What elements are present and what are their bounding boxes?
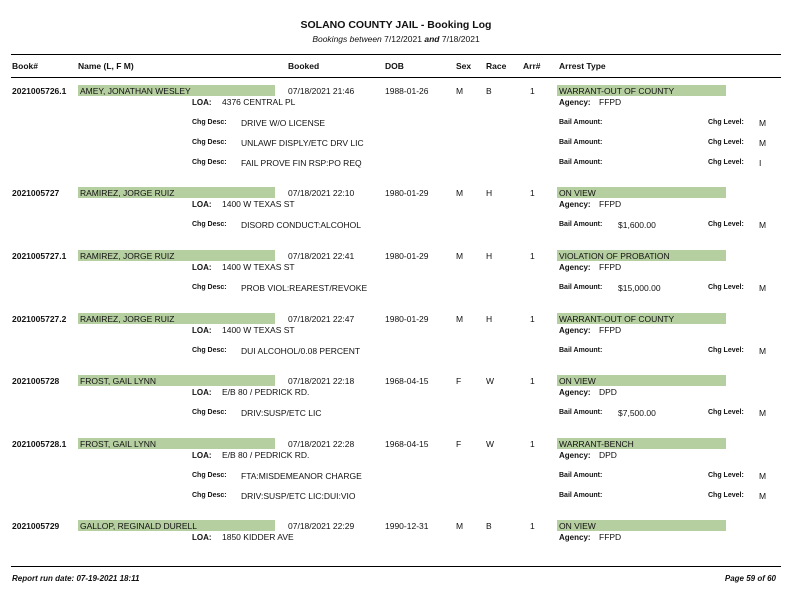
- agency-value: FFPD: [599, 97, 622, 107]
- date-of-birth: 1980-01-29: [385, 251, 429, 261]
- chg-level-value: M: [759, 118, 767, 128]
- booked-datetime: 07/18/2021 22:41: [288, 251, 355, 261]
- booking-record: [0, 520, 792, 580]
- inmate-name: FROST, GAIL LYNN: [80, 439, 157, 449]
- agency-value: DPD: [599, 387, 617, 397]
- date-of-birth: 1980-01-29: [385, 188, 429, 198]
- bail-label: Bail Amount:: [559, 472, 603, 479]
- booked-datetime: 07/18/2021 22:29: [288, 521, 355, 531]
- agency-label: Agency:: [559, 98, 591, 107]
- col-dob: DOB: [385, 61, 404, 71]
- loa-value: 1400 W TEXAS ST: [222, 262, 295, 272]
- arrest-count: 1: [530, 86, 535, 96]
- date-of-birth: 1988-01-26: [385, 86, 429, 96]
- book-number: 2021005727.2: [12, 314, 67, 324]
- bail-value: $7,500.00: [618, 408, 656, 418]
- arrest-type: ON VIEW: [559, 188, 596, 198]
- inmate-name: RAMIREZ, JORGE RUIZ: [80, 188, 175, 198]
- bail-label: Bail Amount:: [559, 119, 603, 126]
- agency-value: FFPD: [599, 199, 622, 209]
- chg-level-label: Chg Level:: [708, 119, 744, 126]
- race-value: B: [486, 86, 492, 96]
- col-race: Race: [486, 61, 507, 71]
- chg-desc-value: DRIVE W/O LICENSE: [241, 118, 326, 128]
- inmate-name: FROST, GAIL LYNN: [80, 376, 157, 386]
- sex-value: M: [456, 251, 464, 261]
- inmate-name: RAMIREZ, JORGE RUIZ: [80, 251, 175, 261]
- arrest-count: 1: [530, 251, 535, 261]
- agency-label: Agency:: [559, 263, 591, 272]
- inmate-name: RAMIREZ, JORGE RUIZ: [80, 314, 175, 324]
- chg-desc-label: Chg Desc:: [192, 347, 227, 354]
- loa-value: 1850 KIDDER AVE: [222, 532, 294, 542]
- booking-record: [0, 187, 792, 247]
- chg-level-label: Chg Level:: [708, 221, 744, 228]
- bail-label: Bail Amount:: [559, 409, 603, 416]
- booked-datetime: 07/18/2021 22:47: [288, 314, 355, 324]
- date-of-birth: 1990-12-31: [385, 521, 429, 531]
- race-value: H: [486, 251, 493, 261]
- arrest-count: 1: [530, 439, 535, 449]
- chg-level-label: Chg Level:: [708, 347, 744, 354]
- chg-desc-label: Chg Desc:: [192, 472, 227, 479]
- chg-desc-value: FAIL PROVE FIN RSP:PO REQ: [241, 158, 362, 168]
- chg-desc-label: Chg Desc:: [192, 221, 227, 228]
- book-number: 2021005729: [12, 521, 60, 531]
- chg-level-value: M: [759, 346, 767, 356]
- loa-label: LOA:: [192, 326, 212, 335]
- report-run-date: Report run date: 07-19-2021 18:11: [12, 574, 140, 583]
- chg-level-label: Chg Level:: [708, 139, 744, 146]
- arrest-count: 1: [530, 521, 535, 531]
- race-value: H: [486, 314, 493, 324]
- bail-label: Bail Amount:: [559, 221, 603, 228]
- chg-desc-label: Chg Desc:: [192, 119, 227, 126]
- booking-record: [0, 438, 792, 501]
- col-sex: Sex: [456, 61, 472, 71]
- chg-desc-value: DRIV:SUSP/ETC LIC: [241, 408, 322, 418]
- sex-value: M: [456, 188, 464, 198]
- book-number: 2021005727.1: [12, 251, 67, 261]
- chg-level-label: Chg Level:: [708, 492, 744, 499]
- top-rule: [11, 54, 781, 55]
- book-number: 2021005726.1: [12, 86, 67, 96]
- bail-label: Bail Amount:: [559, 347, 603, 354]
- chg-level-value: M: [759, 220, 767, 230]
- booking-record: [0, 313, 792, 373]
- loa-label: LOA:: [192, 263, 212, 272]
- agency-value: FFPD: [599, 325, 622, 335]
- col-booked: Booked: [288, 61, 320, 71]
- race-value: H: [486, 188, 493, 198]
- agency-value: FFPD: [599, 532, 622, 542]
- loa-value: E/B 80 / PEDRICK RD.: [222, 387, 310, 397]
- chg-level-value: M: [759, 283, 767, 293]
- arrest-count: 1: [530, 188, 535, 198]
- footer-rule: [11, 566, 781, 567]
- report-subtitle: [0, 34, 792, 44]
- chg-level-label: Chg Level:: [708, 284, 744, 291]
- agency-label: Agency:: [559, 451, 591, 460]
- loa-label: LOA:: [192, 388, 212, 397]
- sex-value: F: [456, 439, 462, 449]
- chg-desc-label: Chg Desc:: [192, 409, 227, 416]
- date-of-birth: 1980-01-29: [385, 314, 429, 324]
- race-value: B: [486, 521, 492, 531]
- book-number: 2021005727: [12, 188, 60, 198]
- chg-level-label: Chg Level:: [708, 409, 744, 416]
- chg-level-label: Chg Level:: [708, 472, 744, 479]
- loa-value: 1400 W TEXAS ST: [222, 199, 295, 209]
- agency-value: DPD: [599, 450, 617, 460]
- date-to: 7/18/2021: [441, 34, 480, 44]
- booking-record: [0, 375, 792, 435]
- chg-level-label: Chg Level:: [708, 159, 744, 166]
- booking-record: [0, 250, 792, 310]
- bail-label: Bail Amount:: [559, 159, 603, 166]
- loa-label: LOA:: [192, 533, 212, 542]
- sex-value: M: [456, 86, 464, 96]
- loa-label: LOA:: [192, 98, 212, 107]
- race-value: W: [486, 376, 495, 386]
- bail-value: $1,600.00: [618, 220, 656, 230]
- bail-label: Bail Amount:: [559, 139, 603, 146]
- col-arr: Arr#: [523, 61, 541, 71]
- chg-desc-label: Chg Desc:: [192, 159, 227, 166]
- chg-desc-label: Chg Desc:: [192, 139, 227, 146]
- arrest-count: 1: [530, 314, 535, 324]
- booked-datetime: 07/18/2021 22:28: [288, 439, 355, 449]
- arrest-type: ON VIEW: [559, 376, 596, 386]
- booking-record: [0, 85, 792, 168]
- inmate-name: GALLOP, REGINALD DURELL: [80, 521, 197, 531]
- chg-desc-value: PROB VIOL:REAREST/REVOKE: [241, 283, 368, 293]
- col-arrest-type: Arrest Type: [559, 61, 606, 71]
- arrest-type: ON VIEW: [559, 521, 596, 531]
- date-of-birth: 1968-04-15: [385, 439, 429, 449]
- arrest-type: WARRANT-OUT OF COUNTY: [559, 314, 675, 324]
- chg-desc-label: Chg Desc:: [192, 284, 227, 291]
- loa-label: LOA:: [192, 451, 212, 460]
- loa-value: 4376 CENTRAL PL: [222, 97, 296, 107]
- booked-datetime: 07/18/2021 22:10: [288, 188, 355, 198]
- sex-value: F: [456, 376, 462, 386]
- date-from: 7/12/2021: [384, 34, 422, 44]
- chg-desc-label: Chg Desc:: [192, 492, 227, 499]
- col-book: Book#: [12, 61, 38, 71]
- bail-label: Bail Amount:: [559, 284, 603, 291]
- book-number: 2021005728: [12, 376, 60, 386]
- loa-value: E/B 80 / PEDRICK RD.: [222, 450, 310, 460]
- agency-label: Agency:: [559, 200, 591, 209]
- chg-desc-value: DISORD CONDUCT:ALCOHOL: [241, 220, 361, 230]
- agency-label: Agency:: [559, 533, 591, 542]
- booked-datetime: 07/18/2021 22:18: [288, 376, 355, 386]
- chg-desc-value: UNLAWF DISPLY/ETC DRV LIC: [241, 138, 364, 148]
- arrest-count: 1: [530, 376, 535, 386]
- agency-label: Agency:: [559, 388, 591, 397]
- chg-desc-value: FTA:MISDEMEANOR CHARGE: [241, 471, 362, 481]
- chg-level-value: M: [759, 408, 767, 418]
- col-name: Name (L, F M): [78, 61, 134, 71]
- chg-desc-value: DUI ALCOHOL/0.08 PERCENT: [241, 346, 361, 356]
- arrest-type: WARRANT-BENCH: [559, 439, 634, 449]
- column-headers: [0, 61, 792, 73]
- chg-level-value: M: [759, 138, 767, 148]
- race-value: W: [486, 439, 495, 449]
- sex-value: M: [456, 521, 464, 531]
- loa-value: 1400 W TEXAS ST: [222, 325, 295, 335]
- arrest-type: WARRANT-OUT OF COUNTY: [559, 86, 675, 96]
- subtitle-and: and: [424, 34, 440, 44]
- chg-level-value: I: [759, 158, 762, 168]
- chg-level-value: M: [759, 491, 767, 501]
- agency-value: FFPD: [599, 262, 622, 272]
- agency-label: Agency:: [559, 326, 591, 335]
- report-title: SOLANO COUNTY JAIL - Booking Log: [300, 19, 492, 31]
- loa-label: LOA:: [192, 200, 212, 209]
- chg-level-value: M: [759, 471, 767, 481]
- booked-datetime: 07/18/2021 21:46: [288, 86, 355, 96]
- bail-value: $15,000.00: [618, 283, 661, 293]
- inmate-name: AMEY, JONATHAN WESLEY: [80, 86, 191, 96]
- subtitle-prefix: Bookings between: [312, 34, 382, 44]
- sex-value: M: [456, 314, 464, 324]
- arrest-type: VIOLATION OF PROBATION: [559, 251, 670, 261]
- chg-desc-value: DRIV:SUSP/ETC LIC:DUI:VIO: [241, 491, 356, 501]
- date-of-birth: 1968-04-15: [385, 376, 429, 386]
- book-number: 2021005728.1: [12, 439, 67, 449]
- header-rule: [11, 77, 781, 78]
- page-number: Page 59 of 60: [724, 574, 776, 583]
- bail-label: Bail Amount:: [559, 492, 603, 499]
